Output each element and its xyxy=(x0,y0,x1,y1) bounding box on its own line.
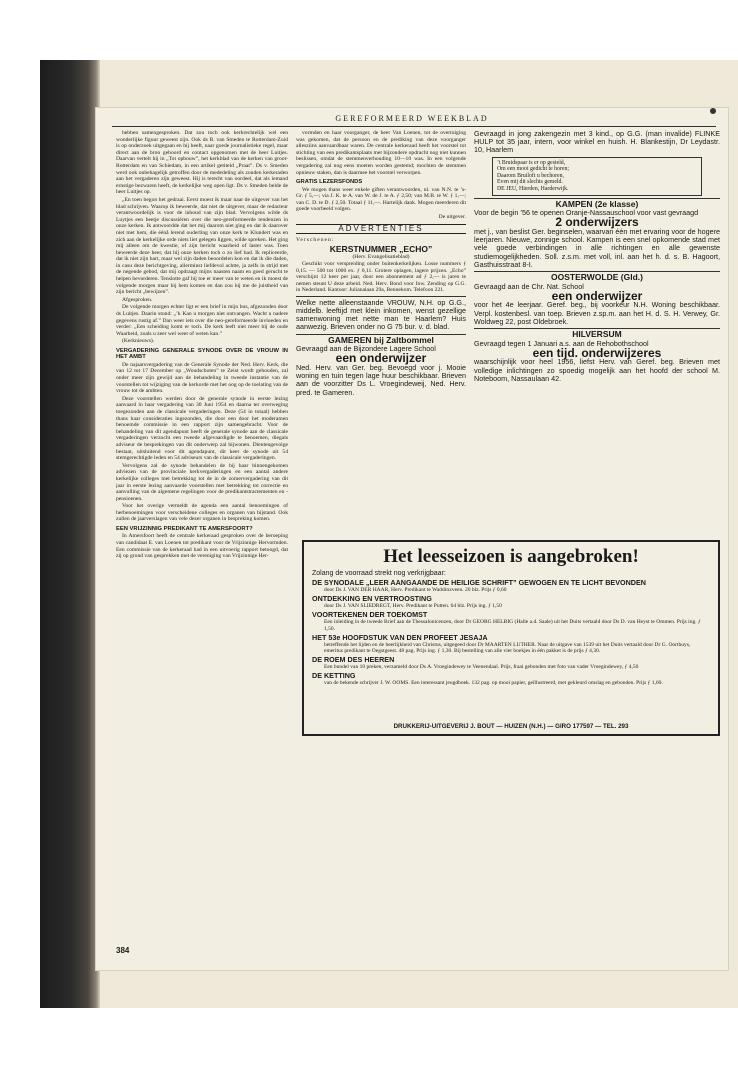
running-title: GEREFORMEERD WEEKBLAD xyxy=(335,114,489,123)
book-description: betreffende het lijden en de heerlijkheid van Christus, uitgegeed door Dr MAARTEN LUTHER. Naar de uitgave van 1539 uit het Duits vertaald door Dr G. Oorthuys, emeritus predikant te Oegstgeest. 48 pag. Prijs ing. ƒ 1,30. Bij bestelling van alle vier boekjes in één pakket is de prijs ƒ 4,30. xyxy=(324,641,691,655)
heading-synode: VERGADERING GENERALE SYNODE OVER DE VROUW IN HET AMBT xyxy=(116,348,288,361)
oosterwolde-text-2: voor het 4e leerjaar. Geref. beg., bij voorkeur N.H. Woning beschikbaar. Verpl. kostenbesl. van toep. Brieven z.sp.m. aan het H. d. S. H. Verwey, Gr. Woldweg 22, post Oldebroek. xyxy=(474,300,720,326)
kampen-text-2: met j., van beslist Ger. beginselen, waarvan één met ervaring voor de hogere leerjaren. Nieuwe, zonnige school. Kampen is een snel opkomende stad met vele goede verbindingen in alle richtingen en alle gewenste studiemogelijkheden. Soll. z.s.m. met voll, inl. aan het h. d. s. B. Hagoort, Gasthuisstraat 8-I. xyxy=(474,226,720,269)
book-description: Een inleiding in de tweede Brief aan de Thessalonicenzen, door Dr GEORG HELBIG (Halle a.d. Saale) uit het Duits vertaald door Ds D. van Heyst te Ommen. Prijs ing. ƒ 1,50. xyxy=(324,619,701,632)
kampen-heading: KAMPEN (2e klasse) xyxy=(555,198,639,209)
page-number: 384 xyxy=(116,946,130,955)
article-continuation: vormden en haar voorganger, de heer Van Loenen, tot de overtuiging was gekomen, dat de persoon en de prediking van deze voorganger allesziins aanvaardbaar waren. De centrale kerkeraad heeft het voorstel tot stichting van een predikantsplaats met bijzondere opdracht nog niet kunnen beslissen, omdat de stemmenverhouding 10—10 was. In een volgende vergadering zal nog eens moeten worden gestemd; mochten de stemmen opnieuw staken, dan is daarmee het voorstel verworpen. xyxy=(296,130,466,176)
bruiloft-box xyxy=(492,157,702,196)
book-description: door Ds J. VAN SLIEDREGT, Herv. Predikant te Putten. 64 blz. Prijs ing. ƒ 1,50 xyxy=(324,603,502,610)
paragraph: Afgesproken. xyxy=(122,296,153,303)
box-line: Daarom Bruiloft u bechoren, xyxy=(497,172,564,179)
heading-amersfoort: EEN VRIJZINNIG PREDIKANT TE AMERSFOORT? xyxy=(116,526,253,533)
oosterwolde-position: een onderwijzer xyxy=(551,288,643,303)
ad-separator xyxy=(296,296,466,297)
paragraph: In Amersfoort heeft de centrale kerkeraad gesproken over de beroeping van candidaat E. van Loenen tot predikant voor de Vrijzinnige Hervormden. Een commissie van de kerkeraad had in een uitvoerig rapport betoogd, dat zij op grond van gesprekken met de vereniging van Vrijzinnige Her- xyxy=(116,533,288,560)
hilversum-text-2: waarschijnlijk voor heel 1956, liefst Herv. van Geref. beg. Brieven met volledige inlichtingen zo spoedig mogelijk aan het hoofd der school M. Noteboom, Nassaulaan 42. xyxy=(474,357,720,383)
gameren-text-2: Ned. Herv. van Ger. beg. Bevoegd voor j. Mooie woning en tuin tegen lage huur beschikbaar. Brieven aan de voorzitter Ds L. Vroegindeweij, Ned. Herv. pred. te Gameren. xyxy=(296,363,466,397)
paragraph: De najaarsvergadering van de Generale Synode der Ned. Herv. Kerk, die van 12 tot 17 December op „Woudschoten” te Zeist wordt gehouden, zal onder meer zijn gewijd aan de behandeling in tweede instantie van de voorstellen tot wijziging van de kerkorde met het oog op de toelating van de vrouw tot de ambten. xyxy=(116,361,288,395)
corner-mark xyxy=(710,108,716,114)
advertenties-band: ADVERTENTIES xyxy=(296,224,466,235)
echo-title: KERSTNUMMER „ECHO” xyxy=(329,243,433,254)
newspaper-page xyxy=(96,108,728,970)
ad-headline: Het leesseizoen is aangebroken! xyxy=(383,546,639,567)
bookshop-advertisement xyxy=(302,540,720,736)
lezersfonds-text: We mogen thans weer enkele giften verantwoorden, nl. van N.N. te ’s-Gr. ƒ 5,—; via J. K. te A. van W. de J. te A. ƒ 2,50; van M.B. te W. ƒ 1,—; van C. D. te D. ƒ 2,50. Totaal ƒ 11,—. Hartelijk dank. Mogen meerderen dit goede voorbeeld volgen. xyxy=(296,186,466,213)
book-description: van de bekende schrijver J. W. OOMS. Een interessant jeugdboek. 132 pag. op mooi papier, geïllustreerd, met gekleurd omslag en gebonden. Prijs ƒ 1,60. xyxy=(324,680,663,687)
paragraph: Vervolgens zal de synode behandelen de bij haar binnengekomen adviezen van de provinciale kerkvergaderingen en een aantal andere kerkelijke colleges met betrekking tot de in de zomervergadering van dit jaar in eerste lezing aanvaarde voorstellen met betrekking tot correctie en aanvulling van de algemene regelingen voor de predikantstractementen en -pensioenen. xyxy=(116,462,288,502)
paragraph: Deze voorstellen werden door de generale synode in eerste lezing aanvaard in haar vergadering van 30 Juni 1954 en daarna ter overweging toegezonden aan de classicale vergaderingen. Deze (54 in totaal) hebben thans haar consideraties ingezonden, die door een door het moderamen benoemde commissie in een rapport zijn samengebracht. Voor de behandeling van dit agendapunt heeft de generale synode aan de classicale vergaderingen verzocht een tweede afgevaardigde te benoemen, diegals adviseur de besprekingen van dit onderwerp zal bijwonen. Dientengevolge bestaat, uitsluitend voor dit agendapunt, dit keer de synode uit 54 stemgerechtigde leden en 54 adviseurs van de classicale vergaderingen. xyxy=(116,395,288,462)
echo-subtitle: (Herv. Evangelisatieblad) xyxy=(352,254,410,261)
box-line: Even mij dit slechts gemeld. xyxy=(497,179,563,186)
vrouw-ad: Welke nette alleenstaande VROUW, N.H. op G.G., middelb. leeftijd met klein inkomen, wenst gezellige samenwoning met nette man te Haarlem? Huis aanwezig. Brieven onder no G 75 bur. v. d. blad. xyxy=(296,297,466,332)
echo-text: Geschikt voor verspreiding onder buitenkerkelijken. Losse nummers ƒ 0,15. — 500 tot 1000 ex. ƒ 0,11. Grotere oplagen, lagere prijzen. „Echo” verschijnt 12 keer per jaar, door een abonnement ad ƒ 2,— is jaren te nemen steunt U deze arbeid. Ned. Herv. Bond voor Inw. Zending op G.G. in Nederland. Kantoor: Julianalaan 29a, Bennekom. Telefoon 221. xyxy=(296,260,466,294)
book-title: HET 53e HOOFDSTUK VAN DEN PROFEET JESAJA xyxy=(312,632,488,642)
paragraph: hebben samengesproken. Dat zou toch ook kerkrechtelijk wel een wonderlijke figuur geweest zijn. Ook ds B. van Smeden te Rotterdam-Zuid is op onderzoek uitgegaan en hij heeft, naar goede journalistieke regel, maar direct aan de bron geboord en contact opgenomen met de heer Luitjes. Daarvan vertelt hij in „Tot opbouw”, het kerkblad van de kerken van groot-Rotterdam en van Schiedam, in een artikel getiteld „Praat”. Ds v. Smeden werd ook onbehagelijk getroffen door de mededeling als zouden kerkeraden aan het vergaderen zijn geweest. Hij is terecht van oordeel, dat als iemand ernstige bezwaren heeft, de kerkelijke weg open ligt. Ds v. Smeden belde de heer Luitjes op. xyxy=(116,130,288,196)
kampen-position: 2 onderwijzers xyxy=(555,215,639,230)
book-title: DE ROEM DES HEEREN xyxy=(312,655,395,665)
header-rule xyxy=(112,126,716,127)
book-description: Een bundel van 10 preken, verzameld door Ds A. Vroegindewey te Veenendaal. Prijs, fraai gebonden met foto van vader Vroegindewey, ƒ 4,50 xyxy=(324,664,639,671)
oosterwolde-heading: OOSTERWOLDE (Gld.) xyxy=(551,271,643,282)
paragraph: (Kerknieuws). xyxy=(122,338,155,345)
kampen-text-1: Voor de begin ’56 te openen Oranje-Nassauschool voor vast gevraagd xyxy=(474,208,699,218)
book-title: ONTDEKKING EN VERTROOSTING xyxy=(312,594,432,604)
article-amersfoort xyxy=(116,533,288,559)
column-2 xyxy=(296,130,466,530)
paragraph: Voor het overige vermeldt de agenda een aantal benoemingen of herbenoemingen voor verscheidene colleges en organen van bijstand. Ook zullen de jaarverslagen van vele dezer organen in bespreking komen. xyxy=(116,503,288,523)
book-description: door Ds J. VAN DER HAAR, Herv. Predikant te Waddinxveen. 20 blz. Prijs ƒ 0,60 xyxy=(324,587,507,593)
echo-lead: Verschenen: xyxy=(296,237,335,244)
book-title: VOORTEKENEN DER TOEKOMST xyxy=(312,610,428,620)
gameren-position: een onderwijzer xyxy=(335,351,427,366)
column-3 xyxy=(474,130,720,530)
column-1 xyxy=(116,130,288,850)
book-title: DE KETTING xyxy=(312,671,356,681)
hulp-ad: Gevraagd in jong zakengezin met 3 kind., op G.G. (man invalide) FLINKE HULP tot 35 jaar, intern, voor winkel en huish. H. Blankestijn, Dr Leydastr. 10, Haarlem xyxy=(474,130,720,155)
box-line: ’t Bruidspaar is er op gesteld, xyxy=(497,159,566,166)
paragraph: „En toen begon het gedraai. Eerst moest ik maar naar de uitgever van het blad schrijven. Waarop ik beweerde, dat niet de uitgever, maar de redacteur verantwoordelijk is voor de inhoud van zijn blad. Vervolgens wilde ds Luytjes een beetje discussiëren over die neo-gereformeerde tendenzen in onze kerken. Ik antwoordde dat het mij daarom niet ging en dat ik daarover niet met hem, die éénå lerend ouderling van onze kerk te Klundert was en zich aan de kerkelijke orde niets liet gelegen liggen, wilde spreken. Het ging mij alleen om de kwestie, of zijn bericht waarheid of laster was. Toen beweerde deze heer, dat hij onze kerken toch o zo lief had. Ik repliceerde, dat ik niet zijn hart, maar wel zijn daden beoordelen kon en dat ik die daden, in casu deze berichtgeving, allerminst liefdevol achtte, ja zelfs in strijd met de negende gebod, dat mij opdraagt mijns naasten naam en goed gerucht te helpen bevorderen. Tenslotte gaf hij toe er meer van te weten en ik moest de volgende morgen maar bij hem komen en dan zou hij me de juistheid van zijn bericht „bewijzen”. xyxy=(116,196,288,296)
gameren-text-1: Gevraagd aan de Bijzondere Lagere School xyxy=(296,344,436,354)
book-spine-shadow xyxy=(40,60,100,1008)
box-line: Om een mooi gedicht te horen; xyxy=(497,166,569,173)
box-line: DE JEU, Hierden, Harderwijk. xyxy=(497,185,569,192)
ad-intro: Zolang de voorraad strekt nog verkrijgbaar: xyxy=(312,570,446,577)
article-luitjes xyxy=(116,130,288,345)
publisher-footer: DRUKKERIJ-UITGEVERIJ J. BOUT — HUIZEN (N.H.) — GIRO 177597 — TEL. 293 xyxy=(393,723,629,730)
article-synode xyxy=(116,362,288,523)
gameren-heading: GAMEREN bij Zaltbommel xyxy=(328,334,434,345)
book-list xyxy=(312,579,710,687)
hilversum-heading: HILVERSUM xyxy=(572,328,622,339)
book-title: DE SYNODALE „LEER AANGAANDE DE HEILIGE SCHRIFT” GEWOGEN EN TE LICHT BEVONDEN xyxy=(312,578,646,587)
hilversum-position: een tijd. onderwijzeres xyxy=(532,345,662,360)
paragraph: De volgende morgen echter ligt er een brief in mijn bus, afgezonden door ds Luitjes. Daarin stond: „’k Kan u morgen niet ontvangen. Wacht u nadere gegevens rustig af.” Dan weer iets over die neo-gereformeerde invloeden en verder: „Een scheiding komt er toch. De kerk leeft niet meer bij de oude Waarheid, zoals u zeer wel weet of weten kan.” xyxy=(116,304,288,337)
lezersfonds-sign: De uitgever. xyxy=(438,213,466,220)
hilversum-text-1: Gevraagd tegen 1 Januari a.s. aan de Rehobothschool xyxy=(474,338,649,348)
heading-lezersfonds: GRATIS LEZERSFONDS xyxy=(296,179,363,186)
oosterwolde-text-1: Gevraagd aan de Chr. Nat. School xyxy=(474,281,584,291)
